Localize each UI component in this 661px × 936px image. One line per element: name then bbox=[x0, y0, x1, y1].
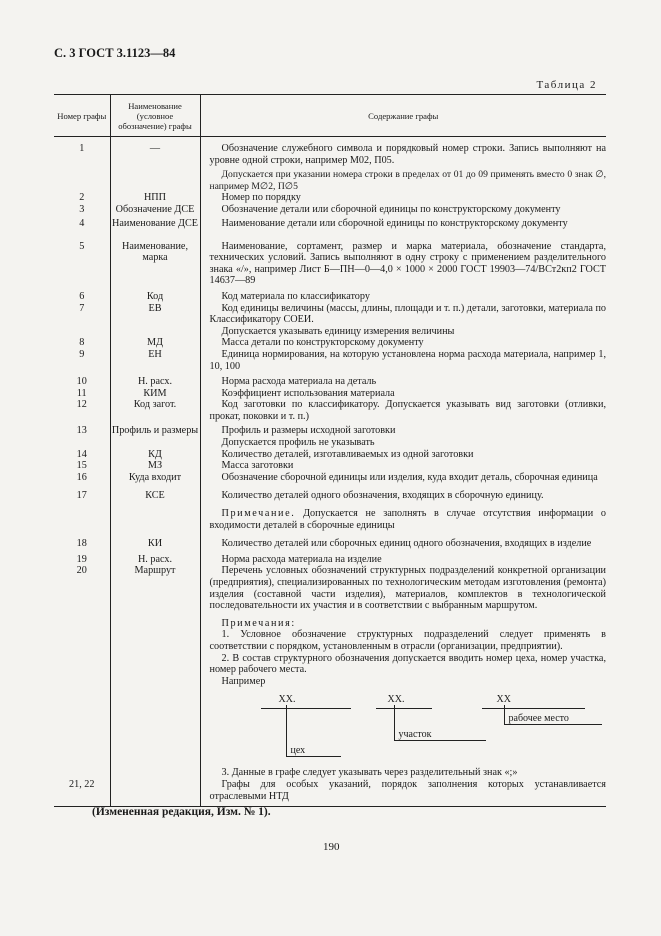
row-content bbox=[200, 137, 606, 193]
scheme-line bbox=[482, 708, 585, 709]
row-name: Н. расх. bbox=[110, 372, 200, 388]
row-text: Масса детали по конструкторскому документу bbox=[221, 337, 424, 349]
table-row bbox=[54, 204, 606, 216]
row-text: Допускается при указании номера строки в пределах от 01 до 09 применять вместо 0 знак ∅, например М∅2, П∅5 bbox=[209, 169, 606, 192]
row-number: 14 bbox=[76, 448, 87, 460]
row-content bbox=[200, 399, 606, 422]
scheme-tick-section bbox=[394, 705, 395, 741]
table-row bbox=[54, 372, 606, 388]
specification-table bbox=[54, 94, 606, 807]
table-header-row bbox=[54, 95, 606, 137]
scheme-xx-shop: ХХ. bbox=[278, 694, 296, 706]
row-content bbox=[200, 349, 606, 372]
row-number: 1 bbox=[79, 143, 85, 154]
row-text: Код единицы величины (массы, длины, площади и т. п.) детали, заготовки, материала по Классификатору СОЕИ. bbox=[209, 302, 606, 326]
row-number: 9 bbox=[79, 348, 85, 360]
table-row bbox=[54, 399, 606, 422]
row-text: Профиль и размеры исходной заготовки bbox=[221, 425, 396, 437]
table-row bbox=[54, 388, 606, 400]
row-text: Код заготовки по классификатору. Допускается указывать вид заготовки (отливки, прокат, поковки и т. п.) bbox=[209, 399, 606, 422]
table-row bbox=[54, 449, 606, 461]
column-header-number: Номер графы bbox=[54, 95, 110, 137]
row-content bbox=[200, 449, 606, 461]
column-header-content: Содержание графы bbox=[200, 95, 606, 137]
note-17 bbox=[210, 508, 607, 531]
table-row bbox=[54, 422, 606, 448]
row-name: Код загот. bbox=[110, 399, 200, 422]
page-number: 190 bbox=[323, 841, 340, 853]
table-row bbox=[54, 216, 606, 230]
row-text: Количество деталей или сборочных единиц одного обозначения, входящих в изделие bbox=[221, 538, 592, 550]
note-17-text: Допускается не заполнять в случае отсутствия информации о входимости деталей в сборочные единицы bbox=[209, 508, 606, 531]
table-row bbox=[54, 287, 606, 303]
table-row bbox=[54, 779, 606, 807]
row-content bbox=[200, 337, 606, 349]
row-number: 7 bbox=[79, 302, 85, 314]
row-number: 18 bbox=[76, 538, 87, 550]
page-header: С. 3 ГОСТ 3.1123—84 bbox=[54, 46, 176, 60]
row-name: Обозначение ДСЕ bbox=[110, 204, 200, 216]
row-name: НПП bbox=[110, 192, 200, 204]
table-caption: Таблица 2 bbox=[536, 79, 597, 91]
row-text: Наименование, сортамент, размер и марка материала, обозначение стандарта, технических условий. Запись выполняют в одну строку с применением разделительного знака «/», например Лист Б—ПН—0—4,0 × 1000 × 2000 ГОСТ 19903—74/ВСт2кп2 ГОСТ 14637—89 bbox=[209, 240, 606, 287]
row-number: 6 bbox=[79, 290, 85, 302]
table-row bbox=[54, 460, 606, 472]
row-content bbox=[200, 216, 606, 230]
row-content bbox=[200, 372, 606, 388]
row-content bbox=[200, 422, 606, 448]
row-text: Перечень условных обозначений структурных подразделений конкретной организации (предприятия), специализированных по технологическим методам изготовления (ремонта) изделия (составной части изделия), материалов, комплектов в технологической последовательности их участия и в соответствии с выбранным маршрутом. bbox=[209, 565, 606, 612]
table-row bbox=[54, 303, 606, 338]
row-text: Код материала по классификатору bbox=[221, 290, 370, 302]
row-number: 21, 22 bbox=[54, 779, 110, 807]
row-name: МЗ bbox=[110, 460, 200, 472]
row-number: 2 bbox=[79, 192, 85, 204]
row-number: 8 bbox=[79, 337, 85, 349]
row-number: 11 bbox=[76, 387, 87, 399]
scheme-label-section: участок bbox=[398, 729, 432, 741]
row-number: 19 bbox=[76, 553, 87, 565]
row-content bbox=[200, 565, 606, 779]
notes-20-label: Примечания: bbox=[221, 617, 296, 629]
row-text: Допускается указывать единицу измерения величины bbox=[221, 325, 455, 337]
row-number: 13 bbox=[76, 425, 87, 437]
row-number: 10 bbox=[76, 376, 87, 388]
row-content bbox=[200, 550, 606, 566]
row-text: Норма расхода материала на деталь bbox=[221, 376, 377, 388]
row-name: КД bbox=[110, 449, 200, 461]
row-name: Наименование ДСЕ bbox=[110, 216, 200, 230]
column-header-name: Наименование (условное обозначение) графы bbox=[110, 95, 200, 137]
row-text: Масса заготовки bbox=[221, 460, 294, 472]
notes-20-item-1: 1. Условное обозначение структурных подразделений следует применять в соответствии с порядком, установленным в отрасли (организации, предприятии). bbox=[209, 629, 606, 652]
row-content bbox=[200, 388, 606, 400]
row-number: 16 bbox=[76, 471, 87, 483]
scheme-tick-workplace bbox=[504, 705, 505, 725]
row-name: Н. расх. bbox=[110, 550, 200, 566]
row-text: Обозначение детали или сборочной единицы по конструкторскому документу bbox=[221, 204, 561, 216]
row-content bbox=[200, 472, 606, 484]
row-name: — bbox=[110, 137, 200, 193]
scheme-tick-shop bbox=[286, 705, 287, 757]
scheme-label-shop: цех bbox=[290, 745, 306, 757]
row-number: 17 bbox=[76, 490, 87, 502]
table-row bbox=[54, 565, 606, 779]
table-row bbox=[54, 230, 606, 287]
row-name: ЕВ bbox=[110, 303, 200, 338]
scheme-label-workplace: рабочее место bbox=[508, 713, 569, 725]
row-content bbox=[200, 287, 606, 303]
scheme-xx-workplace: ХХ bbox=[496, 694, 511, 706]
row-content bbox=[200, 460, 606, 472]
scheme-line bbox=[376, 708, 432, 709]
row-number: 4 bbox=[79, 217, 85, 229]
row-content bbox=[200, 204, 606, 216]
row-name: Код bbox=[110, 287, 200, 303]
row-content bbox=[200, 192, 606, 204]
notes-20-example: Например bbox=[221, 675, 266, 687]
table-row bbox=[54, 483, 606, 531]
row-number: 12 bbox=[76, 399, 87, 411]
scheme-xx-section: ХХ. bbox=[387, 694, 405, 706]
row-name bbox=[110, 779, 200, 807]
revision-note: (Измененная редакция, Изм. № 1). bbox=[92, 806, 271, 818]
row-text: Обозначение служебного символа и порядковый номер строки. Запись выполняют на уровне одной строки, например М02, П05. bbox=[209, 143, 606, 166]
table-row bbox=[54, 192, 606, 204]
row-name: КИМ bbox=[110, 388, 200, 400]
row-name: Куда входит bbox=[110, 472, 200, 484]
row-name: КИ bbox=[110, 531, 200, 550]
row-content bbox=[200, 230, 606, 287]
table-row bbox=[54, 337, 606, 349]
row-text: Номер по порядку bbox=[221, 192, 301, 204]
row-name: МД bbox=[110, 337, 200, 349]
structure-scheme bbox=[210, 689, 607, 761]
row-name: КСЕ bbox=[110, 483, 200, 531]
row-content bbox=[200, 483, 606, 531]
row-text: Количество деталей одного обозначения, входящих в сборочную единицу. bbox=[221, 490, 544, 502]
row-text: Допускается профиль не указывать bbox=[221, 437, 375, 449]
row-number: 3 bbox=[79, 204, 85, 216]
row-number: 15 bbox=[76, 460, 87, 472]
row-content bbox=[200, 303, 606, 338]
table-row bbox=[54, 472, 606, 484]
row-text: Единица нормирования, на которую установлена норма расхода материала, например 1, 10, 100 bbox=[209, 348, 606, 372]
row-content bbox=[200, 531, 606, 550]
table-row bbox=[54, 137, 606, 193]
table-row bbox=[54, 349, 606, 372]
row-number: 5 bbox=[79, 240, 85, 252]
row-name: Профиль и размеры bbox=[110, 422, 200, 448]
row-text: Графы для особых указаний, порядок заполнения которых устанавливается отраслевыми НТД bbox=[209, 778, 606, 802]
row-number: 20 bbox=[76, 565, 87, 577]
row-text: Норма расхода материала на изделие bbox=[221, 553, 382, 565]
notes-20-item-3: 3. Данные в графе следует указывать через разделительный знак «;» bbox=[221, 767, 518, 779]
row-text: Наименование детали или сборочной единицы по конструкторскому документу bbox=[221, 217, 568, 229]
scheme-line bbox=[261, 708, 351, 709]
row-name: Наименование, марка bbox=[110, 230, 200, 287]
table-row bbox=[54, 550, 606, 566]
notes-20-item-2: 2. В состав структурного обозначения допускается вводить номер цеха, номер участка, номер рабочего места. bbox=[209, 652, 606, 676]
row-name: ЕН bbox=[110, 349, 200, 372]
row-content bbox=[200, 779, 606, 807]
row-text: Коэффициент использования материала bbox=[221, 387, 395, 399]
note-17-label: Примечание. bbox=[221, 508, 296, 520]
row-text: Обозначение сборочной единицы или изделия, куда входит деталь, сборочная единица bbox=[221, 471, 598, 483]
row-text: Количество деталей, изготавливаемых из одной заготовки bbox=[221, 448, 474, 460]
row-name: Маршрут bbox=[110, 565, 200, 779]
table-row bbox=[54, 531, 606, 550]
